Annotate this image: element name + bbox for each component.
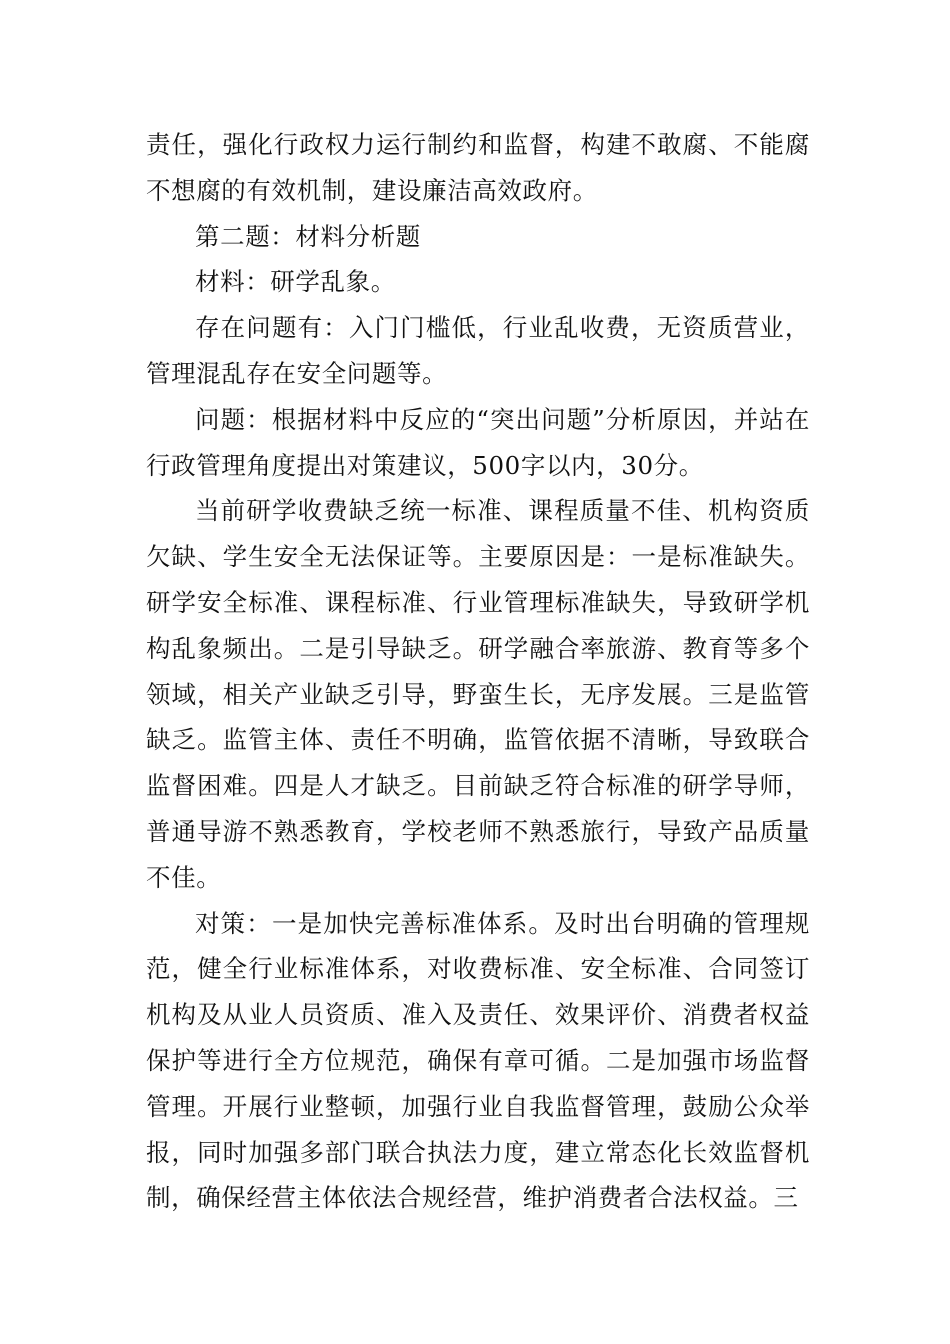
paragraph-continuation: 责任，强化行政权力运行制约和监督，构建不敢腐、不能腐不想腐的有效机制，建设廉洁高效政府。 [146,130,810,205]
paragraph-countermeasures: 对策：一是加快完善标准体系。及时出台明确的管理规范，健全行业标准体系，对收费标准、安全标准、合同签订机构及从业人员资质、准入及责任、效果评价、消费者权益保护等进行全方位规范，确保有章可循。二是加强市场监督管理。开展行业整顿，加强行业自我监督管理，鼓励公众举报，同时加强多部门联合执法力度，建立常态化长效监督机制，确保经营主体依法合规经营，维护消费者合法权益。三 [146,908,810,1213]
paragraph-problems: 存在问题有：入门门槛低，行业乱收费，无资质营业，管理混乱存在安全问题等。 [146,313,810,388]
paragraph-question: 问题：根据材料中反应的“突出问题”分析原因，并站在行政管理角度提出对策建议，500字以内，30分。 [146,404,810,480]
document-body [146,122,810,1221]
paragraph-analysis: 当前研学收费缺乏统一标准、课程质量不佳、机构资质欠缺、学生安全无法保证等。主要原因是：一是标准缺失。研学安全标准、课程标准、行业管理标准缺失，导致研学机构乱象频出。二是引导缺乏。研学融合率旅游、教育等多个领域，相关产业缺乏引导，野蛮生长，无序发展。三是监管缺乏。监管主体、责任不明确，监管依据不清晰，导致联合监督困难。四是人才缺乏。目前缺乏符合标准的研学导师，普通导游不熟悉教育，学校老师不熟悉旅行，导致产品质量不佳。 [146,496,810,892]
paragraph-material: 材料：研学乱象。 [195,267,396,297]
paragraph-question-heading: 第二题：材料分析题 [195,221,421,251]
